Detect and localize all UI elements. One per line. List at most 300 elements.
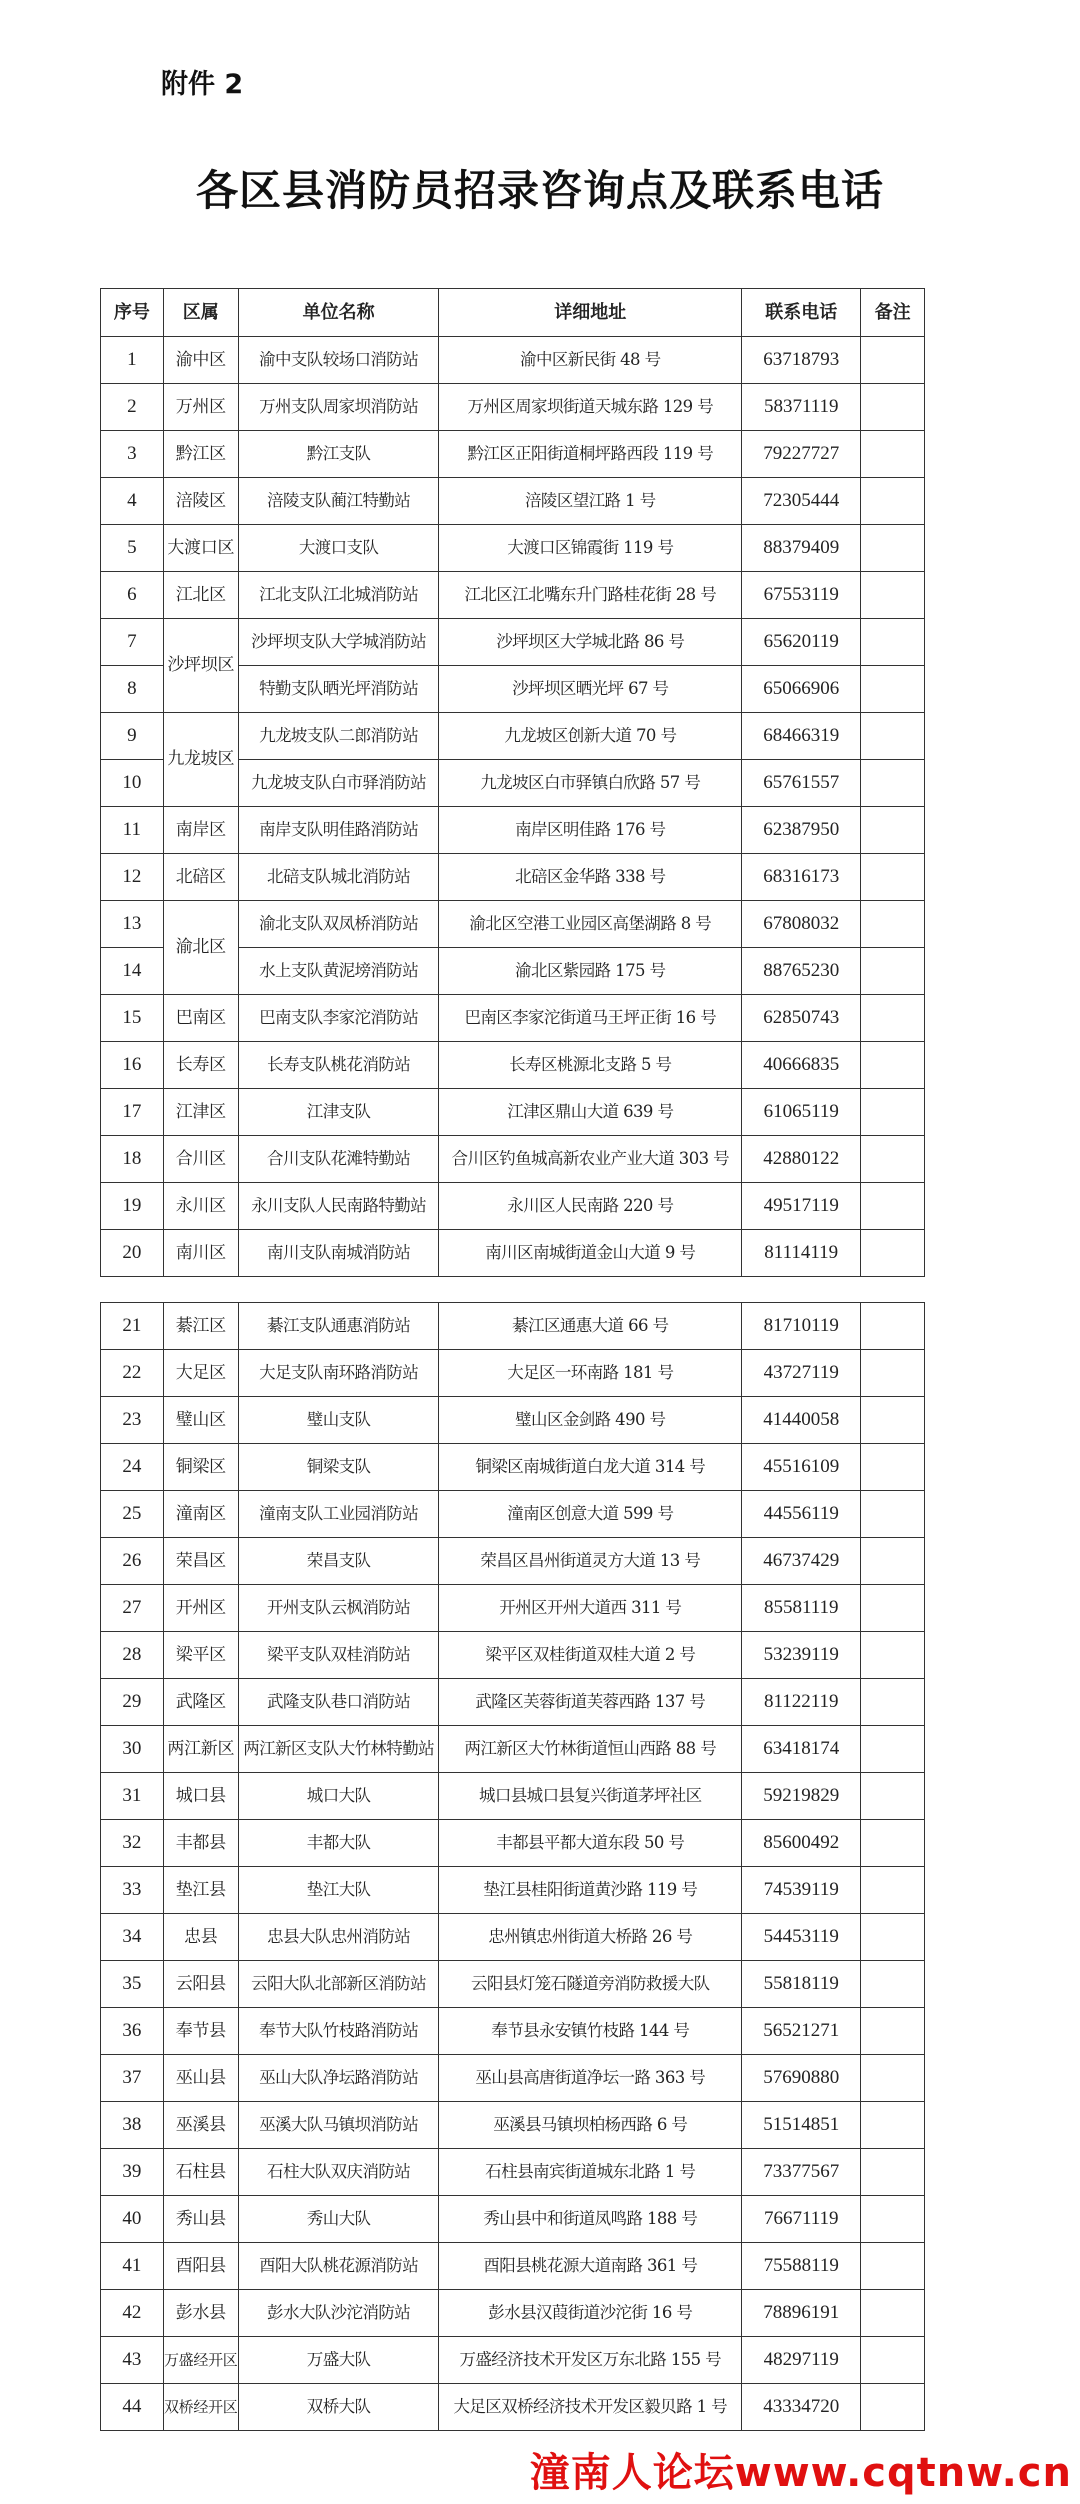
- phone-cell: 49517119: [742, 1183, 861, 1230]
- table-row: [101, 2008, 925, 2055]
- phone-cell: 81122119: [742, 1679, 861, 1726]
- district-cell: 万州区: [163, 384, 238, 431]
- phone-cell: 56521271: [742, 2008, 861, 2055]
- table-row: [101, 1303, 925, 1350]
- header-remark: 备注: [861, 289, 925, 337]
- unit-name-cell: 石柱大队双庆消防站: [238, 2149, 439, 2196]
- district-cell: 璧山区: [163, 1397, 238, 1444]
- district-cell: 巴南区: [163, 995, 238, 1042]
- remark-cell: [861, 1726, 925, 1773]
- district-cell: 长寿区: [163, 1042, 238, 1089]
- header-district: 区属: [163, 289, 238, 337]
- address-cell: 沙坪坝区大学城北路 86 号: [439, 619, 742, 666]
- unit-name-cell: 水上支队黄泥塝消防站: [238, 948, 439, 995]
- address-cell: 彭水县汉葭街道沙沱街 16 号: [439, 2290, 742, 2337]
- table-row: [101, 1397, 925, 1444]
- phone-cell: 59219829: [742, 1773, 861, 1820]
- row-number: 4: [101, 478, 164, 525]
- remark-cell: [861, 1914, 925, 1961]
- row-number: 9: [101, 713, 164, 760]
- row-number: 33: [101, 1867, 164, 1914]
- address-cell: 云阳县灯笼石隧道旁消防救援大队: [439, 1961, 742, 2008]
- table-row: [101, 1089, 925, 1136]
- row-number: 5: [101, 525, 164, 572]
- phone-cell: 55818119: [742, 1961, 861, 2008]
- phone-cell: 81710119: [742, 1303, 861, 1350]
- phone-cell: 79227727: [742, 431, 861, 478]
- remark-cell: [861, 2149, 925, 2196]
- address-cell: 秀山县中和街道凤鸣路 188 号: [439, 2196, 742, 2243]
- table-row: [101, 1136, 925, 1183]
- table-row: [101, 995, 925, 1042]
- attachment-label: 附件 2: [161, 69, 244, 100]
- unit-name-cell: 梁平支队双桂消防站: [238, 1632, 439, 1679]
- district-cell: 万盛经开区: [163, 2337, 238, 2384]
- row-number: 23: [101, 1397, 164, 1444]
- address-cell: 合川区钓鱼城高新农业产业大道 303 号: [439, 1136, 742, 1183]
- table-row: [101, 2196, 925, 2243]
- row-number: 36: [101, 2008, 164, 2055]
- district-cell: 石柱县: [163, 2149, 238, 2196]
- phone-cell: 46737429: [742, 1538, 861, 1585]
- phone-cell: 72305444: [742, 478, 861, 525]
- remark-cell: [861, 995, 925, 1042]
- row-number: 11: [101, 807, 164, 854]
- remark-cell: [861, 2102, 925, 2149]
- remark-cell: [861, 1397, 925, 1444]
- table-row: [101, 2149, 925, 2196]
- remark-cell: [861, 619, 925, 666]
- unit-name-cell: 双桥大队: [238, 2384, 439, 2431]
- district-cell: 北碚区: [163, 854, 238, 901]
- watermark: 潼南人论坛www.cqtnw.cn: [529, 2450, 1072, 2496]
- remark-cell: [861, 1867, 925, 1914]
- table-header-row: [101, 289, 925, 337]
- table-row: [101, 1820, 925, 1867]
- district-cell: 永川区: [163, 1183, 238, 1230]
- row-number: 13: [101, 901, 164, 948]
- remark-cell: [861, 1350, 925, 1397]
- row-number: 34: [101, 1914, 164, 1961]
- contacts-table-part-2: [100, 1302, 925, 2431]
- row-number: 16: [101, 1042, 164, 1089]
- row-number: 42: [101, 2290, 164, 2337]
- unit-name-cell: 荣昌支队: [238, 1538, 439, 1585]
- table-row: [101, 1585, 925, 1632]
- row-number: 37: [101, 2055, 164, 2102]
- district-cell: 涪陵区: [163, 478, 238, 525]
- unit-name-cell: 南岸支队明佳路消防站: [238, 807, 439, 854]
- address-cell: 永川区人民南路 220 号: [439, 1183, 742, 1230]
- table-row: [101, 713, 925, 760]
- row-number: 43: [101, 2337, 164, 2384]
- unit-name-cell: 万盛大队: [238, 2337, 439, 2384]
- district-cell: 彭水县: [163, 2290, 238, 2337]
- district-cell: 巫溪县: [163, 2102, 238, 2149]
- unit-name-cell: 云阳大队北部新区消防站: [238, 1961, 439, 2008]
- row-number: 40: [101, 2196, 164, 2243]
- unit-name-cell: 北碚支队城北消防站: [238, 854, 439, 901]
- phone-cell: 73377567: [742, 2149, 861, 2196]
- address-cell: 长寿区桃源北支路 5 号: [439, 1042, 742, 1089]
- table-row: [101, 1914, 925, 1961]
- row-number: 20: [101, 1230, 164, 1277]
- remark-cell: [861, 1491, 925, 1538]
- address-cell: 沙坪坝区晒光坪 67 号: [439, 666, 742, 713]
- unit-name-cell: 綦江支队通惠消防站: [238, 1303, 439, 1350]
- remark-cell: [861, 666, 925, 713]
- page-title: 各区县消防员招录咨询点及联系电话: [195, 166, 884, 215]
- remark-cell: [861, 572, 925, 619]
- address-cell: 两江新区大竹林街道恒山西路 88 号: [439, 1726, 742, 1773]
- table-row: [101, 478, 925, 525]
- row-number: 30: [101, 1726, 164, 1773]
- remark-cell: [861, 525, 925, 572]
- remark-cell: [861, 1632, 925, 1679]
- remark-cell: [861, 384, 925, 431]
- district-cell: 丰都县: [163, 1820, 238, 1867]
- address-cell: 黔江区正阳街道桐坪路西段 119 号: [439, 431, 742, 478]
- phone-cell: 51514851: [742, 2102, 861, 2149]
- district-cell: 梁平区: [163, 1632, 238, 1679]
- district-cell: 大足区: [163, 1350, 238, 1397]
- district-cell: 合川区: [163, 1136, 238, 1183]
- address-cell: 南岸区明佳路 176 号: [439, 807, 742, 854]
- district-cell: 南岸区: [163, 807, 238, 854]
- unit-name-cell: 涪陵支队蔺江特勤站: [238, 478, 439, 525]
- header-phone: 联系电话: [742, 289, 861, 337]
- phone-cell: 41440058: [742, 1397, 861, 1444]
- unit-name-cell: 九龙坡支队白市驿消防站: [238, 760, 439, 807]
- phone-cell: 45516109: [742, 1444, 861, 1491]
- unit-name-cell: 铜梁支队: [238, 1444, 439, 1491]
- address-cell: 荣昌区昌州街道灵方大道 13 号: [439, 1538, 742, 1585]
- district-cell: 九龙坡区: [163, 713, 238, 807]
- address-cell: 垫江县桂阳街道黄沙路 119 号: [439, 1867, 742, 1914]
- address-cell: 渝中区新民街 48 号: [439, 337, 742, 384]
- row-number: 7: [101, 619, 164, 666]
- phone-cell: 61065119: [742, 1089, 861, 1136]
- table-row: [101, 2102, 925, 2149]
- unit-name-cell: 江津支队: [238, 1089, 439, 1136]
- phone-cell: 67553119: [742, 572, 861, 619]
- row-number: 3: [101, 431, 164, 478]
- remark-cell: [861, 1773, 925, 1820]
- remark-cell: [861, 2008, 925, 2055]
- remark-cell: [861, 1303, 925, 1350]
- remark-cell: [861, 1820, 925, 1867]
- district-cell: 江北区: [163, 572, 238, 619]
- table-row: [101, 2337, 925, 2384]
- unit-name-cell: 彭水大队沙沱消防站: [238, 2290, 439, 2337]
- table-row: [101, 1350, 925, 1397]
- table-row: [101, 619, 925, 666]
- address-cell: 万州区周家坝街道天城东路 129 号: [439, 384, 742, 431]
- phone-cell: 42880122: [742, 1136, 861, 1183]
- address-cell: 忠州镇忠州街道大桥路 26 号: [439, 1914, 742, 1961]
- row-number: 38: [101, 2102, 164, 2149]
- remark-cell: [861, 1230, 925, 1277]
- phone-cell: 54453119: [742, 1914, 861, 1961]
- remark-cell: [861, 948, 925, 995]
- address-cell: 石柱县南宾街道城东北路 1 号: [439, 2149, 742, 2196]
- phone-cell: 62387950: [742, 807, 861, 854]
- address-cell: 渝北区空港工业园区高堡湖路 8 号: [439, 901, 742, 948]
- unit-name-cell: 巫溪大队马镇坝消防站: [238, 2102, 439, 2149]
- row-number: 27: [101, 1585, 164, 1632]
- table-row: [101, 1042, 925, 1089]
- phone-cell: 63418174: [742, 1726, 861, 1773]
- district-cell: 潼南区: [163, 1491, 238, 1538]
- phone-cell: 58371119: [742, 384, 861, 431]
- remark-cell: [861, 1538, 925, 1585]
- table-row: [101, 1726, 925, 1773]
- remark-cell: [861, 1089, 925, 1136]
- remark-cell: [861, 1679, 925, 1726]
- table-row: [101, 431, 925, 478]
- table-row: [101, 1632, 925, 1679]
- row-number: 19: [101, 1183, 164, 1230]
- remark-cell: [861, 2337, 925, 2384]
- unit-name-cell: 酉阳大队桃花源消防站: [238, 2243, 439, 2290]
- district-cell: 秀山县: [163, 2196, 238, 2243]
- address-cell: 铜梁区南城街道白龙大道 314 号: [439, 1444, 742, 1491]
- district-cell: 南川区: [163, 1230, 238, 1277]
- address-cell: 九龙坡区创新大道 70 号: [439, 713, 742, 760]
- unit-name-cell: 垫江大队: [238, 1867, 439, 1914]
- phone-cell: 76671119: [742, 2196, 861, 2243]
- phone-cell: 74539119: [742, 1867, 861, 1914]
- remark-cell: [861, 1183, 925, 1230]
- remark-cell: [861, 2243, 925, 2290]
- row-number: 31: [101, 1773, 164, 1820]
- address-cell: 涪陵区望江路 1 号: [439, 478, 742, 525]
- unit-name-cell: 开州支队云枫消防站: [238, 1585, 439, 1632]
- unit-name-cell: 江北支队江北城消防站: [238, 572, 439, 619]
- district-cell: 黔江区: [163, 431, 238, 478]
- unit-name-cell: 忠县大队忠州消防站: [238, 1914, 439, 1961]
- district-cell: 酉阳县: [163, 2243, 238, 2290]
- district-cell: 铜梁区: [163, 1444, 238, 1491]
- remark-cell: [861, 1444, 925, 1491]
- district-cell: 垫江县: [163, 1867, 238, 1914]
- row-number: 26: [101, 1538, 164, 1585]
- table-row: [101, 1230, 925, 1277]
- row-number: 29: [101, 1679, 164, 1726]
- unit-name-cell: 南川支队南城消防站: [238, 1230, 439, 1277]
- address-cell: 奉节县永安镇竹枝路 144 号: [439, 2008, 742, 2055]
- unit-name-cell: 渝中支队较场口消防站: [238, 337, 439, 384]
- phone-cell: 62850743: [742, 995, 861, 1042]
- phone-cell: 88765230: [742, 948, 861, 995]
- phone-cell: 40666835: [742, 1042, 861, 1089]
- remark-cell: [861, 2290, 925, 2337]
- address-cell: 万盛经济技术开发区万东北路 155 号: [439, 2337, 742, 2384]
- address-cell: 丰都县平都大道东段 50 号: [439, 1820, 742, 1867]
- district-cell: 武隆区: [163, 1679, 238, 1726]
- district-cell: 城口县: [163, 1773, 238, 1820]
- remark-cell: [861, 901, 925, 948]
- district-cell: 荣昌区: [163, 1538, 238, 1585]
- table-row: [101, 1491, 925, 1538]
- phone-cell: 57690880: [742, 2055, 861, 2102]
- district-cell: 云阳县: [163, 1961, 238, 2008]
- phone-cell: 88379409: [742, 525, 861, 572]
- table-row: [101, 1538, 925, 1585]
- address-cell: 大足区一环南路 181 号: [439, 1350, 742, 1397]
- district-cell: 大渡口区: [163, 525, 238, 572]
- row-number: 10: [101, 760, 164, 807]
- address-cell: 武隆区芙蓉街道芙蓉西路 137 号: [439, 1679, 742, 1726]
- table-row: [101, 807, 925, 854]
- address-cell: 城口县城口县复兴街道茅坪社区: [439, 1773, 742, 1820]
- contacts-table-part-1: [100, 288, 925, 1277]
- table-row: [101, 1961, 925, 2008]
- unit-name-cell: 城口大队: [238, 1773, 439, 1820]
- table-row: [101, 2384, 925, 2431]
- district-cell: 沙坪坝区: [163, 619, 238, 713]
- row-number: 44: [101, 2384, 164, 2431]
- row-number: 1: [101, 337, 164, 384]
- phone-cell: 78896191: [742, 2290, 861, 2337]
- remark-cell: [861, 478, 925, 525]
- phone-cell: 85600492: [742, 1820, 861, 1867]
- row-number: 6: [101, 572, 164, 619]
- address-cell: 九龙坡区白市驿镇白欣路 57 号: [439, 760, 742, 807]
- remark-cell: [861, 2055, 925, 2102]
- row-number: 18: [101, 1136, 164, 1183]
- district-cell: 奉节县: [163, 2008, 238, 2055]
- address-cell: 渝北区紫园路 175 号: [439, 948, 742, 995]
- district-cell: 忠县: [163, 1914, 238, 1961]
- unit-name-cell: 渝北支队双凤桥消防站: [238, 901, 439, 948]
- unit-name-cell: 合川支队花滩特勤站: [238, 1136, 439, 1183]
- row-number: 22: [101, 1350, 164, 1397]
- row-number: 2: [101, 384, 164, 431]
- address-cell: 潼南区创意大道 599 号: [439, 1491, 742, 1538]
- phone-cell: 65620119: [742, 619, 861, 666]
- row-number: 35: [101, 1961, 164, 2008]
- row-number: 21: [101, 1303, 164, 1350]
- row-number: 41: [101, 2243, 164, 2290]
- header-unit: 单位名称: [238, 289, 439, 337]
- unit-name-cell: 璧山支队: [238, 1397, 439, 1444]
- remark-cell: [861, 854, 925, 901]
- remark-cell: [861, 1961, 925, 2008]
- phone-cell: 75588119: [742, 2243, 861, 2290]
- district-cell: 双桥经开区: [163, 2384, 238, 2431]
- table-row: [101, 525, 925, 572]
- row-number: 28: [101, 1632, 164, 1679]
- table-row: [101, 1773, 925, 1820]
- table-row: [101, 384, 925, 431]
- unit-name-cell: 永川支队人民南路特勤站: [238, 1183, 439, 1230]
- phone-cell: 63718793: [742, 337, 861, 384]
- unit-name-cell: 大渡口支队: [238, 525, 439, 572]
- table-row: [101, 1679, 925, 1726]
- phone-cell: 65066906: [742, 666, 861, 713]
- phone-cell: 81114119: [742, 1230, 861, 1277]
- table-row: [101, 572, 925, 619]
- phone-cell: 65761557: [742, 760, 861, 807]
- row-number: 14: [101, 948, 164, 995]
- unit-name-cell: 奉节大队竹枝路消防站: [238, 2008, 439, 2055]
- phone-cell: 67808032: [742, 901, 861, 948]
- address-cell: 大足区双桥经济技术开发区毅贝路 1 号: [439, 2384, 742, 2431]
- phone-cell: 44556119: [742, 1491, 861, 1538]
- remark-cell: [861, 1042, 925, 1089]
- phone-cell: 85581119: [742, 1585, 861, 1632]
- unit-name-cell: 万州支队周家坝消防站: [238, 384, 439, 431]
- phone-cell: 43334720: [742, 2384, 861, 2431]
- table-row: [101, 1867, 925, 1914]
- unit-name-cell: 巴南支队李家沱消防站: [238, 995, 439, 1042]
- district-cell: 綦江区: [163, 1303, 238, 1350]
- phone-cell: 43727119: [742, 1350, 861, 1397]
- unit-name-cell: 丰都大队: [238, 1820, 439, 1867]
- unit-name-cell: 武隆支队巷口消防站: [238, 1679, 439, 1726]
- row-number: 15: [101, 995, 164, 1042]
- remark-cell: [861, 760, 925, 807]
- table-row: [101, 1183, 925, 1230]
- remark-cell: [861, 1585, 925, 1632]
- remark-cell: [861, 1136, 925, 1183]
- row-number: 12: [101, 854, 164, 901]
- address-cell: 开州区开州大道西 311 号: [439, 1585, 742, 1632]
- phone-cell: 48297119: [742, 2337, 861, 2384]
- address-cell: 江北区江北嘴东升门路桂花街 28 号: [439, 572, 742, 619]
- remark-cell: [861, 713, 925, 760]
- unit-name-cell: 秀山大队: [238, 2196, 439, 2243]
- unit-name-cell: 两江新区支队大竹林特勤站: [238, 1726, 439, 1773]
- remark-cell: [861, 431, 925, 478]
- table-row: [101, 2243, 925, 2290]
- address-cell: 江津区鼎山大道 639 号: [439, 1089, 742, 1136]
- table-row: [101, 337, 925, 384]
- table-row: [101, 1444, 925, 1491]
- table-row: [101, 854, 925, 901]
- address-cell: 南川区南城街道金山大道 9 号: [439, 1230, 742, 1277]
- unit-name-cell: 巫山大队净坛路消防站: [238, 2055, 439, 2102]
- row-number: 24: [101, 1444, 164, 1491]
- row-number: 32: [101, 1820, 164, 1867]
- remark-cell: [861, 807, 925, 854]
- district-cell: 渝北区: [163, 901, 238, 995]
- district-cell: 渝中区: [163, 337, 238, 384]
- unit-name-cell: 长寿支队桃花消防站: [238, 1042, 439, 1089]
- address-cell: 北碚区金华路 338 号: [439, 854, 742, 901]
- phone-cell: 68316173: [742, 854, 861, 901]
- address-cell: 大渡口区锦霞街 119 号: [439, 525, 742, 572]
- address-cell: 巴南区李家沱街道马王坪正街 16 号: [439, 995, 742, 1042]
- district-cell: 江津区: [163, 1089, 238, 1136]
- district-cell: 开州区: [163, 1585, 238, 1632]
- header-address: 详细地址: [439, 289, 742, 337]
- unit-name-cell: 潼南支队工业园消防站: [238, 1491, 439, 1538]
- phone-cell: 68466319: [742, 713, 861, 760]
- address-cell: 巫山县高唐街道净坛一路 363 号: [439, 2055, 742, 2102]
- address-cell: 酉阳县桃花源大道南路 361 号: [439, 2243, 742, 2290]
- unit-name-cell: 沙坪坝支队大学城消防站: [238, 619, 439, 666]
- row-number: 8: [101, 666, 164, 713]
- row-number: 17: [101, 1089, 164, 1136]
- address-cell: 綦江区通惠大道 66 号: [439, 1303, 742, 1350]
- remark-cell: [861, 2196, 925, 2243]
- row-number: 25: [101, 1491, 164, 1538]
- header-no: 序号: [101, 289, 164, 337]
- address-cell: 梁平区双桂街道双桂大道 2 号: [439, 1632, 742, 1679]
- unit-name-cell: 黔江支队: [238, 431, 439, 478]
